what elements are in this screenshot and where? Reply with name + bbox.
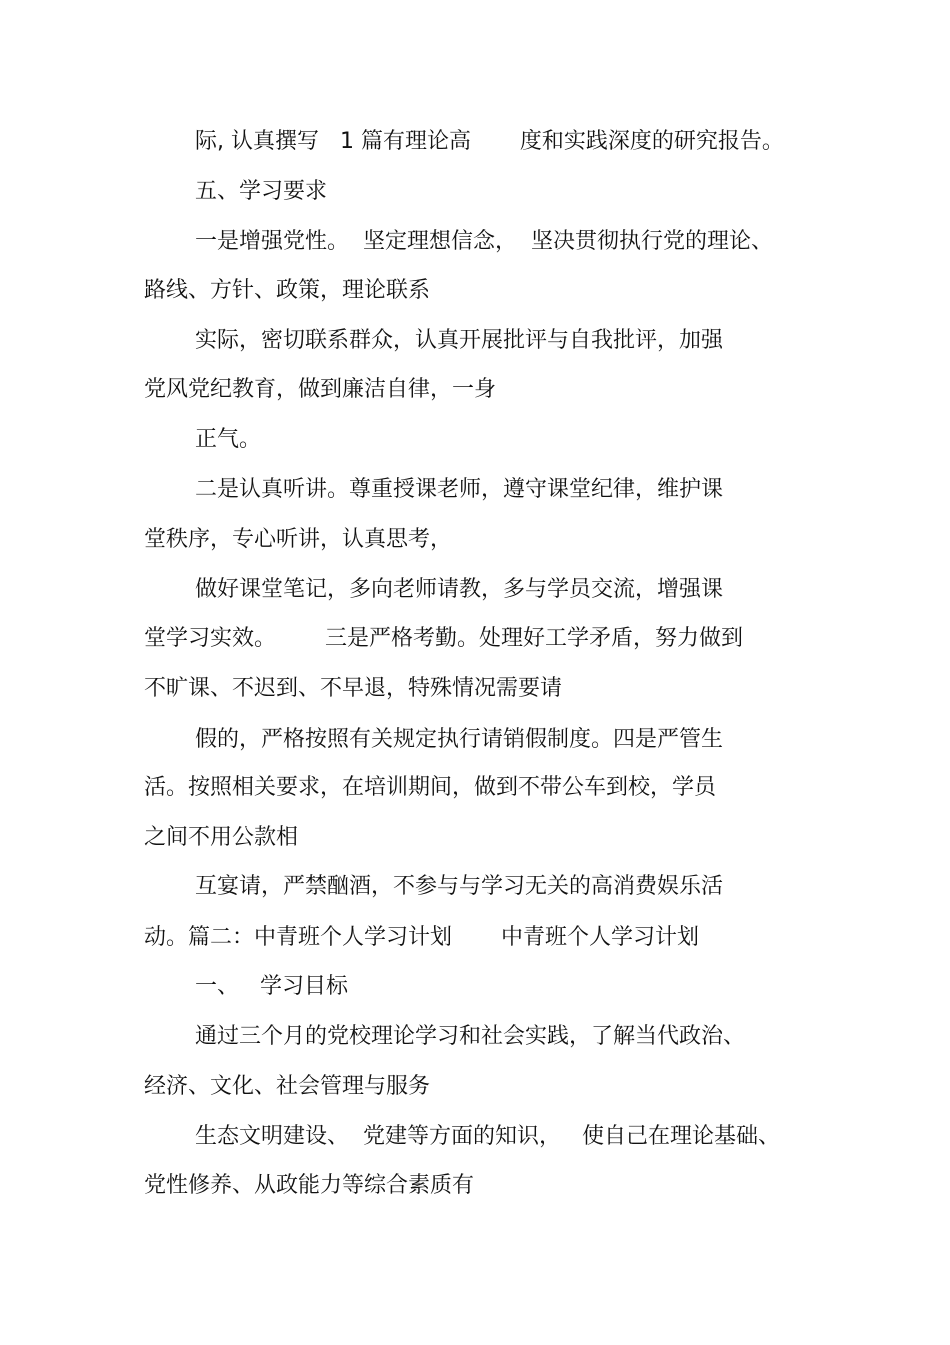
text-line: 动。篇二：中青班个人学习计划 中青班个人学习计划 <box>144 925 699 950</box>
text-line: 堂秩序，专心听讲，认真思考， <box>144 527 453 552</box>
text-line: 假的，严格按照有关规定执行请销假制度。四是严管生 <box>195 727 724 752</box>
text-line: 党性修养、从政能力等综合素质有 <box>144 1173 475 1198</box>
text-line: 实际，密切联系群众，认真开展批评与自我批评，加强 <box>195 328 724 353</box>
text-line: 做好课堂笔记，多向老师请教，多与学员交流，增强课 <box>195 577 724 602</box>
text-line: 之间不用公款相 <box>144 825 299 850</box>
text-line: 堂学习实效。 三是严格考勤。处理好工学矛盾，努力做到 <box>144 626 743 651</box>
text-line: 一是增强党性。 坚定理想信念， 坚决贯彻执行党的理论、 <box>195 229 773 254</box>
text-line: 际, 认真撰写 1 篇有理论高 度和实践深度的研究报告。 <box>195 129 784 154</box>
text-line: 二是认真听讲。尊重授课老师，遵守课堂纪律，维护课 <box>195 477 724 502</box>
text-line: 互宴请，严禁酗酒，不参与与学习无关的高消费娱乐活 <box>195 874 724 899</box>
text-line: 通过三个月的党校理论学习和社会实践，了解当代政治、 <box>195 1024 746 1049</box>
text-line: 经济、文化、社会管理与服务 <box>144 1074 431 1099</box>
text-line: 生态文明建设、 党建等方面的知识， 使自己在理论基础、 <box>195 1124 780 1149</box>
text-line: 活。按照相关要求，在培训期间，做到不带公车到校，学员 <box>144 775 717 800</box>
section-heading: 五、学习要求 <box>195 179 328 204</box>
text-line: 不旷课、不迟到、不早退，特殊情况需要请 <box>144 676 563 701</box>
section-heading: 一、 学习目标 <box>195 974 348 999</box>
text-line: 正气。 <box>195 427 262 452</box>
text-line: 路线、方针、政策，理论联系 <box>144 278 431 303</box>
text-line: 党风党纪教育，做到廉洁自律，一身 <box>144 377 497 402</box>
